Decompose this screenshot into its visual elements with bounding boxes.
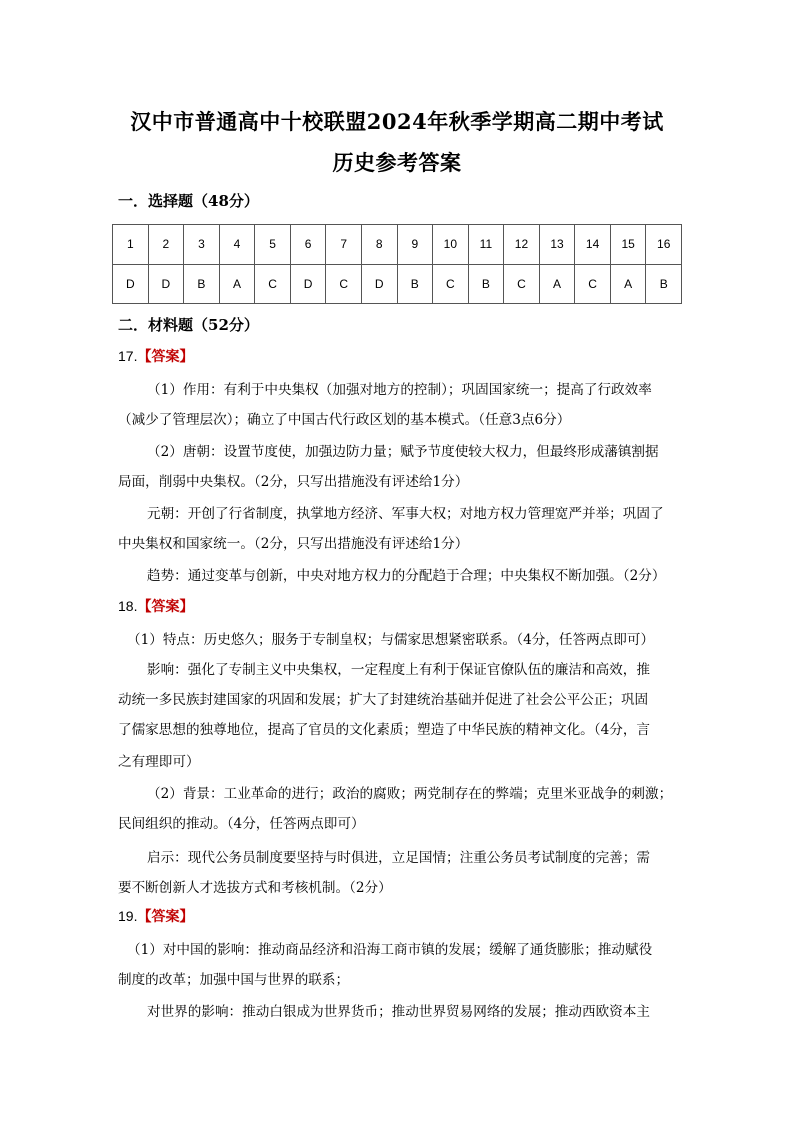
- answer-letter-cell: D: [148, 264, 184, 304]
- answer-line: （2）唐朝：设置节度使，加强边防力量；赋予节度使较大权力，但最终形成藩镇割据: [147, 444, 659, 460]
- answer-line: （减少了管理层次）；确立了中国古代行政区划的基本模式。（任意3点6分）: [118, 412, 571, 428]
- answer-line: 元朝：开创了行省制度，执掌地方经济、军事大权；对地方权力管理宽严并举；巩固了: [147, 506, 664, 522]
- question-number-cell: 4: [219, 225, 255, 265]
- question-number-cell: 16: [646, 225, 682, 265]
- question-number-cell: 12: [504, 225, 540, 265]
- answer-line: 启示：现代公务员制度要坚持与时俱进，立足国情；注重公务员考试制度的完善；需: [147, 850, 650, 866]
- answer-line: 对世界的影响：推动白银成为世界货币；推动世界贸易网络的发展；推动西欧资本主: [147, 1004, 650, 1020]
- answer-tag: 【答案】: [137, 599, 194, 615]
- question-number-cell: 9: [397, 225, 433, 265]
- question-17-header: [118, 346, 193, 366]
- answer-letter-cell: C: [326, 264, 362, 304]
- answer-line: （1）作用：有利于中央集权（加强对地方的控制）；巩固国家统一；提高了行政效率: [147, 382, 652, 398]
- answer-line: 制度的改革；加强中国与世界的联系；: [118, 972, 350, 988]
- question-number-cell: 13: [539, 225, 575, 265]
- question-number: 17.: [118, 348, 138, 364]
- answer-line: 中央集权和国家统一。（2分，只写出措施没有评述给1分）: [118, 536, 469, 552]
- answer-line: 趋势：通过变革与创新，中央对地方权力的分配趋于合理；中央集权不断加强。（2分）: [147, 568, 666, 584]
- answer-letter-cell: A: [610, 264, 646, 304]
- question-number-cell: 14: [575, 225, 611, 265]
- answer-letter-row: [113, 264, 682, 304]
- answer-line: （2）背景：工业革命的进行；政治的腐败；两党制存在的弊端；克里米亚战争的刺激；: [147, 786, 673, 802]
- question-number-cell: 6: [290, 225, 326, 265]
- answer-line: 了儒家思想的独尊地位，提高了官员的文化素质；塑造了中华民族的精神文化。（4分，言: [118, 722, 651, 738]
- answer-letter-cell: B: [184, 264, 220, 304]
- question-number-cell: 15: [610, 225, 646, 265]
- answer-letter-cell: D: [290, 264, 326, 304]
- question-number-cell: 8: [361, 225, 397, 265]
- answer-letter-cell: D: [113, 264, 149, 304]
- section-multiple-choice-heading: 一．选择题（48分）: [118, 192, 259, 210]
- question-number: 19.: [118, 908, 138, 924]
- section-material-heading: 二．材料题（52分）: [118, 316, 259, 334]
- question-number: 18.: [118, 598, 138, 614]
- answer-line: 要不断创新人才选拔方式和考核机制。（2分）: [118, 880, 392, 896]
- answer-letter-cell: B: [646, 264, 682, 304]
- answer-letter-cell: B: [397, 264, 433, 304]
- question-number-row: [113, 225, 682, 265]
- answer-key-table: [112, 224, 682, 304]
- question-number-cell: 3: [184, 225, 220, 265]
- answer-letter-cell: C: [433, 264, 469, 304]
- answer-letter-cell: A: [219, 264, 255, 304]
- answer-line: 影响：强化了专制主义中央集权，一定程度上有利于保证官僚队伍的廉洁和高效，推: [147, 662, 650, 678]
- question-number-cell: 5: [255, 225, 291, 265]
- answer-tag: 【答案】: [137, 349, 194, 365]
- question-number-cell: 10: [433, 225, 469, 265]
- answer-tag: 【答案】: [137, 909, 194, 925]
- answer-line: 动统一多民族封建国家的巩固和发展；扩大了封建统治基础并促进了社会公平公正；巩固: [118, 692, 649, 708]
- question-19-header: [118, 906, 193, 926]
- answer-letter-cell: D: [361, 264, 397, 304]
- question-number-cell: 11: [468, 225, 504, 265]
- exam-subtitle: 历史参考答案: [332, 150, 462, 175]
- answer-line: 局面，削弱中央集权。（2分，只写出措施没有评述给1分）: [118, 474, 469, 490]
- answer-line: 民间组织的推动。（4分，任答两点即可）: [118, 816, 365, 832]
- exam-title: 汉中市普通高中十校联盟2024年秋季学期高二期中考试: [130, 109, 664, 134]
- question-number-cell: 1: [113, 225, 149, 265]
- answer-letter-cell: C: [255, 264, 291, 304]
- answer-letter-cell: C: [504, 264, 540, 304]
- question-number-cell: 2: [148, 225, 184, 265]
- answer-letter-cell: C: [575, 264, 611, 304]
- answer-line: （1）对中国的影响：推动商品经济和沿海工商市镇的发展；缓解了通货膨胀；推动赋役: [127, 942, 653, 958]
- question-18-header: [118, 596, 193, 616]
- question-number-cell: 7: [326, 225, 362, 265]
- answer-line: （1）特点：历史悠久；服务于专制皇权；与儒家思想紧密联系。（4分，任答两点即可）: [127, 632, 655, 648]
- answer-letter-cell: A: [539, 264, 575, 304]
- answer-letter-cell: B: [468, 264, 504, 304]
- answer-line: 之有理即可）: [118, 754, 200, 770]
